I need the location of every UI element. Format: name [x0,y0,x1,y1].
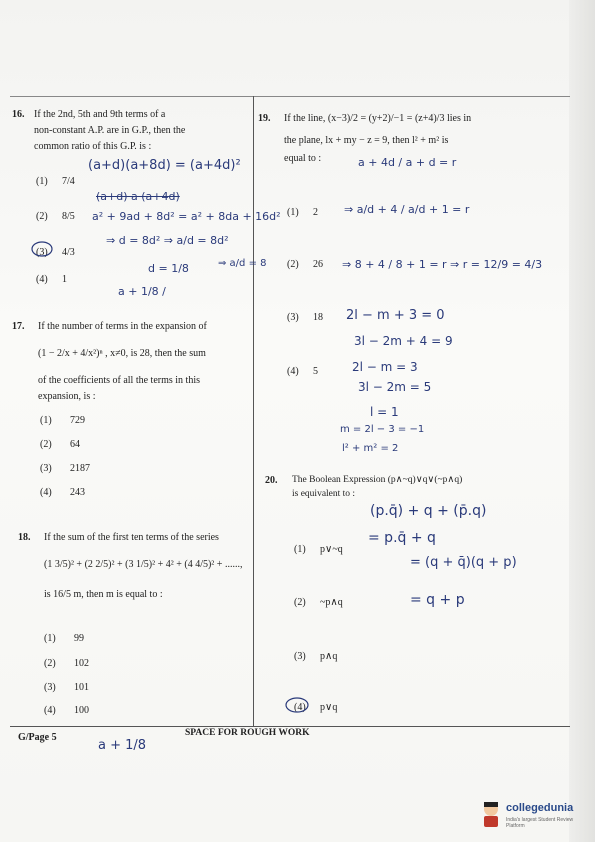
option-value: 7/4 [62,176,75,187]
option-number: (4) [294,702,306,713]
handwritten-note: = p.q̄ + q [368,530,436,546]
handwritten-note: a + 1/8 [98,738,147,753]
handwritten-note: ⇒ 8 + 4 / 8 + 1 = r ⇒ r = 12/9 = 4/3 [342,258,543,271]
option-number: (3) [44,682,56,693]
option-value: 101 [74,682,89,693]
option-number: (3) [36,247,48,258]
question-text: expansion, is : [38,391,96,402]
handwritten-note: ⇒ a/d + 4 / a/d + 1 = r [344,203,470,216]
handwritten-note: 2l − m = 3 [352,360,418,374]
brand-tagline: India's largest Student Review Platform [506,817,574,829]
question-expression: (1 3/5)² + (2 2/5)² + (3 1/5)² + 4² + (4 4/5)² + ......, [44,559,243,570]
page-number: G/Page 5 [18,732,57,743]
question-text: If the number of terms in the expansion of [38,321,207,332]
option-value: 4/3 [62,247,75,258]
answer-circle-icon [284,696,310,714]
brand-name: collegedunia [506,802,574,814]
option-number: (2) [287,259,299,270]
handwritten-note: (a+d) a (a+4d) [96,190,180,203]
answer-circle-icon [30,240,54,258]
option-value: 64 [70,439,80,450]
option-number: (4) [36,274,48,285]
question-text: If the line, (x−3)/2 = (y+2)/−1 = (z+4)/3 lies in [284,113,472,124]
option-number: (2) [36,211,48,222]
question-number: 17. [12,321,25,332]
option-number: (4) [44,705,56,716]
question-number: 18. [18,532,31,543]
option-number: (4) [40,487,52,498]
handwritten-note: 3l − 2m = 5 [358,380,432,394]
option-number: (4) [287,366,299,377]
option-value: 2187 [70,463,90,474]
question-text: of the coefficients of all the terms in this [38,375,200,386]
option-value: 243 [70,487,85,498]
handwritten-note: m = 2l − 3 = −1 [340,424,425,435]
handwritten-note: (a+d)(a+8d) = (a+4d)² [88,158,241,173]
option-value: p∨q [320,702,338,713]
question-text: The Boolean Expression (p∧~q)∨q∨(~p∧q) [292,475,463,485]
option-value: ~p∧q [320,597,343,608]
handwritten-note: (p.q̄) + q + (p̄.q) [370,503,487,519]
question-text: is equivalent to : [292,489,356,499]
handwritten-note: ⇒ d = 8d² ⇒ a/d = 8d² [106,234,229,247]
column-divider [253,96,254,726]
handwritten-note: ⇒ a/d = 8 [218,258,267,269]
question-number: 16. [12,109,25,120]
question-text: is 16/5 m, then m is equal to : [44,589,163,600]
mascot-icon [480,800,502,828]
option-value: p∧q [320,651,338,662]
handwritten-note: a² + 9ad + 8d² = a² + 8da + 16d² [92,210,281,223]
option-number: (3) [40,463,52,474]
option-number: (3) [294,651,306,662]
option-number: (1) [36,176,48,187]
handwritten-note: a + 4d / a + d = r [358,156,457,169]
option-value: 2 [313,207,318,218]
handwritten-note: 3l − 2m + 4 = 9 [354,334,453,348]
handwritten-note: l = 1 [370,405,399,419]
question-text: non-constant A.P. are in G.P., then the [34,125,186,136]
option-number: (2) [40,439,52,450]
question-number: 20. [265,475,278,486]
option-value: 18 [313,312,323,323]
option-value: p∨~q [320,544,343,555]
rough-work-label: SPACE FOR ROUGH WORK [185,728,310,738]
question-expression: (1 − 2/x + 4/x²)ⁿ , x≠0, is 28, then the sum [38,348,206,359]
option-value: 1 [62,274,67,285]
handwritten-note: l² + m² = 2 [342,443,399,454]
handwritten-note: 2l − m + 3 = 0 [346,308,445,323]
page-edge [569,0,595,842]
option-number: (2) [44,658,56,669]
option-value: 102 [74,658,89,669]
option-number: (2) [294,597,306,608]
brand-logo [478,796,588,834]
handwritten-note: a + 1/8 / [118,285,166,298]
handwritten-note: = q + p [410,592,465,608]
question-text: If the sum of the first ten terms of the series [44,532,219,543]
option-value: 729 [70,415,85,426]
option-number: (3) [287,312,299,323]
option-number: (1) [294,544,306,555]
option-number: (1) [40,415,52,426]
top-rule [10,96,570,97]
question-text: the plane, lx + my − z = 9, then l² + m² is [284,135,449,146]
question-text: If the 2nd, 5th and 9th terms of a [34,109,166,120]
option-number: (1) [287,207,299,218]
option-value: 26 [313,259,323,270]
option-value: 8/5 [62,211,75,222]
question-text: common ratio of this G.P. is : [34,141,152,152]
option-value: 5 [313,366,318,377]
option-value: 100 [74,705,89,716]
handwritten-note: = (q + q̄)(q + p) [410,555,517,570]
option-number: (1) [44,633,56,644]
question-text: equal to : [284,153,322,164]
option-value: 99 [74,633,84,644]
question-number: 19. [258,113,271,124]
handwritten-note: d = 1/8 [148,262,189,275]
